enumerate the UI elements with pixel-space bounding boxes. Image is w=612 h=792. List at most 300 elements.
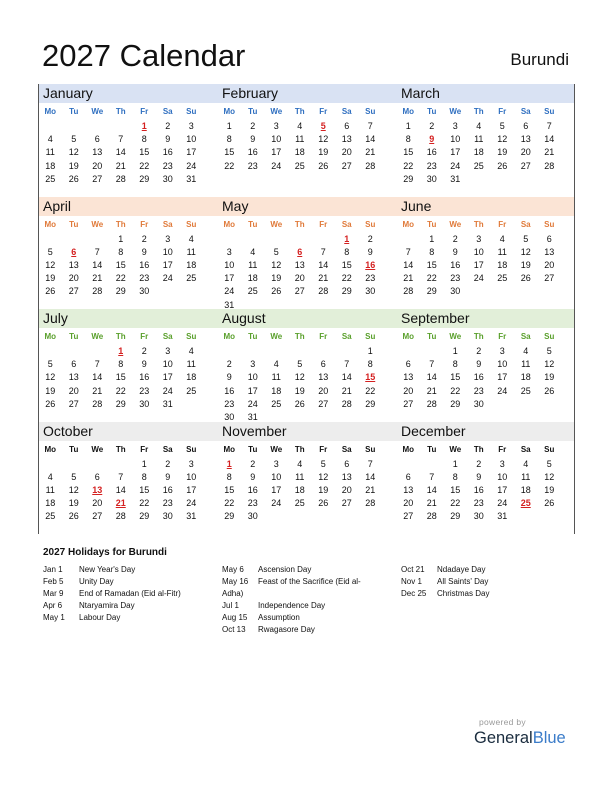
day-cell: 4 bbox=[273, 359, 279, 370]
day-cell: 25 bbox=[45, 511, 56, 522]
holiday-date: 1 bbox=[226, 458, 232, 469]
day-cell: 9 bbox=[250, 134, 256, 145]
weekday-label: Tu bbox=[69, 107, 79, 116]
day-cell: 2 bbox=[141, 233, 147, 244]
day-cell: 3 bbox=[188, 121, 194, 131]
day-cell: 5 bbox=[546, 458, 552, 469]
holiday-row-continuation bbox=[222, 588, 361, 600]
brand-blue: Blue bbox=[532, 729, 566, 747]
day-cell: 3 bbox=[273, 458, 279, 469]
day-cell: 24 bbox=[271, 498, 282, 509]
day-cell: 6 bbox=[94, 471, 100, 482]
day-cell: 15 bbox=[341, 259, 352, 270]
month-august bbox=[217, 309, 396, 422]
weekday-label: Tu bbox=[427, 107, 437, 116]
day-cell: 31 bbox=[497, 511, 508, 522]
day-cell: 21 bbox=[115, 160, 126, 171]
holiday-date-label: Jul 1 bbox=[222, 601, 239, 611]
day-cell: 14 bbox=[426, 372, 437, 383]
day-cell: 29 bbox=[403, 173, 414, 184]
holiday-column-2 bbox=[222, 564, 361, 637]
day-cell: 29 bbox=[450, 511, 461, 522]
day-cell: 12 bbox=[45, 372, 56, 383]
day-cell: 25 bbox=[294, 160, 305, 171]
day-cell: 19 bbox=[68, 498, 79, 509]
weekday-label: Mo bbox=[223, 332, 236, 341]
holiday-row bbox=[401, 588, 489, 600]
weekday-label: Mo bbox=[402, 332, 415, 341]
holiday-name: Rwagasore Day bbox=[258, 625, 315, 635]
weekday-label: Su bbox=[186, 444, 197, 454]
day-cell: 12 bbox=[520, 246, 531, 257]
day-cell: 13 bbox=[318, 372, 329, 383]
day-cell: 20 bbox=[294, 273, 305, 284]
weekday-label: Sa bbox=[520, 107, 531, 116]
month-november bbox=[217, 422, 396, 535]
day-cell: 20 bbox=[341, 147, 352, 158]
day-cell: 20 bbox=[92, 498, 103, 509]
day-cell: 7 bbox=[118, 134, 124, 145]
day-cell: 19 bbox=[544, 372, 555, 383]
day-cell: 21 bbox=[92, 385, 103, 396]
day-cell: 21 bbox=[426, 498, 437, 509]
day-cell: 30 bbox=[426, 173, 437, 184]
day-cell: 20 bbox=[520, 147, 531, 158]
month-january bbox=[38, 84, 217, 197]
weekday-label: We bbox=[449, 444, 462, 454]
holiday-name: Christmas Day bbox=[437, 589, 490, 599]
holiday-date: 6 bbox=[297, 246, 303, 257]
day-cell: 14 bbox=[318, 259, 329, 270]
weekday-label: Fr bbox=[140, 107, 149, 116]
calendar-grid bbox=[38, 84, 575, 534]
day-cell: 3 bbox=[226, 246, 232, 257]
holiday-date-label: May 16 bbox=[222, 577, 249, 587]
day-cell: 6 bbox=[523, 121, 529, 131]
day-cell: 17 bbox=[497, 484, 508, 495]
day-cell: 4 bbox=[47, 471, 53, 482]
weekday-label: Sa bbox=[341, 444, 352, 454]
day-cell: 24 bbox=[186, 160, 197, 171]
day-cell: 22 bbox=[365, 385, 376, 396]
day-cell: 10 bbox=[247, 372, 258, 383]
day-cell: 10 bbox=[162, 359, 173, 370]
day-cell: 19 bbox=[520, 259, 531, 270]
day-cell: 6 bbox=[546, 233, 552, 244]
weekday-label: We bbox=[449, 219, 462, 229]
day-cell: 8 bbox=[405, 134, 411, 145]
month-name: December bbox=[401, 422, 466, 439]
day-cell: 12 bbox=[318, 471, 329, 482]
month-name: April bbox=[43, 197, 72, 214]
weekday-label: Tu bbox=[248, 107, 258, 116]
day-cell: 12 bbox=[497, 134, 508, 145]
month-name: February bbox=[222, 85, 279, 101]
weekday-label: Tu bbox=[248, 332, 258, 341]
weekday-label: We bbox=[91, 107, 104, 116]
weekday-label: Th bbox=[294, 444, 305, 454]
day-cell: 16 bbox=[139, 372, 150, 383]
day-cell: 23 bbox=[426, 160, 437, 171]
day-cell: 24 bbox=[224, 286, 235, 297]
holiday-date-label: Mar 9 bbox=[43, 589, 64, 599]
day-cell: 4 bbox=[250, 246, 256, 257]
day-cell: 3 bbox=[499, 458, 505, 469]
day-cell: 17 bbox=[162, 372, 173, 383]
day-cell: 7 bbox=[94, 246, 100, 257]
holiday-date-label: Aug 15 bbox=[222, 613, 248, 623]
day-cell: 28 bbox=[92, 398, 103, 409]
holiday-date-label: Dec 25 bbox=[401, 589, 427, 599]
day-cell: 22 bbox=[224, 498, 235, 509]
day-cell: 9 bbox=[250, 471, 256, 482]
weekday-label: Th bbox=[294, 332, 305, 341]
holiday-name: Unity Day bbox=[79, 577, 114, 587]
day-cell: 31 bbox=[224, 299, 235, 310]
weekday-label: Su bbox=[544, 107, 555, 116]
day-cell: 6 bbox=[320, 359, 326, 370]
day-cell: 9 bbox=[141, 359, 147, 370]
day-cell: 24 bbox=[497, 385, 508, 396]
day-cell: 17 bbox=[271, 147, 282, 158]
day-cell: 28 bbox=[365, 160, 376, 171]
weekday-label: Fr bbox=[319, 444, 328, 454]
weekday-label: Su bbox=[544, 444, 555, 454]
weekday-label: Fr bbox=[140, 444, 149, 454]
weekday-label: Sa bbox=[341, 107, 352, 116]
day-cell: 16 bbox=[473, 484, 484, 495]
holiday-date: 16 bbox=[365, 259, 376, 270]
day-cell: 12 bbox=[318, 134, 329, 145]
day-cell: 30 bbox=[139, 286, 150, 297]
day-cell: 26 bbox=[294, 398, 305, 409]
weekday-label: Mo bbox=[402, 444, 415, 454]
day-cell: 7 bbox=[94, 359, 100, 370]
day-cell: 5 bbox=[320, 458, 326, 469]
day-cell: 23 bbox=[450, 273, 461, 284]
day-cell: 18 bbox=[186, 259, 197, 270]
day-cell: 28 bbox=[115, 173, 126, 184]
month-april bbox=[38, 197, 217, 310]
day-cell: 19 bbox=[45, 385, 56, 396]
day-cell: 30 bbox=[473, 398, 484, 409]
day-cell: 5 bbox=[523, 233, 529, 244]
day-cell: 1 bbox=[141, 458, 147, 469]
month-name: June bbox=[401, 197, 432, 214]
day-cell: 5 bbox=[297, 359, 303, 370]
day-cell: 29 bbox=[115, 286, 126, 297]
day-cell: 18 bbox=[247, 273, 258, 284]
day-cell: 22 bbox=[139, 498, 150, 509]
holiday-date: 1 bbox=[344, 233, 350, 244]
day-cell: 28 bbox=[426, 511, 437, 522]
day-cell: 30 bbox=[224, 412, 235, 422]
day-cell: 8 bbox=[118, 246, 124, 257]
day-cell: 13 bbox=[403, 372, 414, 383]
holiday-date-label: Feb 5 bbox=[43, 577, 64, 587]
day-cell: 28 bbox=[115, 511, 126, 522]
weekday-label: Mo bbox=[44, 444, 57, 454]
weekday-label: Th bbox=[473, 444, 484, 454]
day-cell: 27 bbox=[403, 398, 414, 409]
day-cell: 20 bbox=[544, 259, 555, 270]
weekday-label: Su bbox=[544, 332, 555, 341]
day-cell: 11 bbox=[521, 471, 531, 482]
day-cell: 18 bbox=[520, 484, 531, 495]
day-cell: 6 bbox=[344, 458, 350, 469]
weekday-label: Tu bbox=[427, 219, 437, 229]
day-cell: 24 bbox=[162, 385, 173, 396]
holiday-row bbox=[222, 576, 361, 588]
day-cell: 6 bbox=[344, 121, 350, 131]
day-cell: 1 bbox=[452, 346, 458, 356]
holiday-name: Ntaryamira Day bbox=[79, 601, 135, 611]
month-name: August bbox=[222, 310, 266, 326]
weekday-label: Th bbox=[115, 444, 126, 454]
day-cell: 28 bbox=[318, 286, 329, 297]
day-cell: 27 bbox=[544, 273, 555, 284]
day-cell: 8 bbox=[367, 359, 373, 370]
day-cell: 13 bbox=[341, 471, 352, 482]
day-cell: 7 bbox=[546, 121, 552, 131]
weekday-label: Tu bbox=[248, 444, 258, 454]
day-cell: 4 bbox=[523, 458, 529, 469]
weekday-label: Th bbox=[294, 219, 305, 229]
holiday-column-1 bbox=[43, 564, 181, 624]
day-cell: 26 bbox=[544, 498, 555, 509]
weekday-label: Th bbox=[115, 107, 126, 116]
holiday-date: 21 bbox=[115, 498, 126, 509]
day-cell: 13 bbox=[68, 259, 79, 270]
day-cell: 2 bbox=[141, 346, 147, 356]
day-cell: 22 bbox=[450, 498, 461, 509]
day-cell: 13 bbox=[92, 147, 103, 158]
day-cell: 18 bbox=[520, 372, 531, 383]
day-cell: 19 bbox=[497, 147, 508, 158]
month-name: May bbox=[222, 197, 249, 214]
day-cell: 8 bbox=[118, 359, 124, 370]
day-cell: 17 bbox=[247, 385, 258, 396]
day-cell: 22 bbox=[403, 160, 414, 171]
day-cell: 25 bbox=[186, 385, 197, 396]
day-cell: 8 bbox=[141, 134, 147, 145]
day-cell: 9 bbox=[165, 471, 171, 482]
day-cell: 14 bbox=[426, 484, 437, 495]
day-cell: 7 bbox=[367, 121, 373, 131]
day-cell: 23 bbox=[247, 160, 258, 171]
day-cell: 24 bbox=[247, 398, 258, 409]
holiday-row bbox=[222, 612, 361, 624]
weekday-label: Su bbox=[186, 107, 197, 116]
day-cell: 25 bbox=[186, 273, 197, 284]
weekday-label: Th bbox=[115, 219, 126, 229]
day-cell: 2 bbox=[476, 458, 482, 469]
day-cell: 23 bbox=[224, 398, 235, 409]
day-cell: 26 bbox=[497, 160, 508, 171]
holiday-date: 25 bbox=[520, 498, 531, 509]
day-cell: 1 bbox=[367, 346, 373, 356]
day-cell: 12 bbox=[544, 359, 555, 370]
day-cell: 27 bbox=[68, 398, 79, 409]
day-cell: 1 bbox=[226, 121, 232, 131]
day-cell: 17 bbox=[450, 147, 461, 158]
day-cell: 15 bbox=[115, 259, 126, 270]
weekday-label: Su bbox=[186, 332, 197, 341]
day-cell: 22 bbox=[115, 385, 126, 396]
day-cell: 4 bbox=[297, 121, 303, 131]
day-cell: 5 bbox=[546, 346, 552, 356]
day-cell: 26 bbox=[318, 160, 329, 171]
weekday-label: Su bbox=[365, 332, 376, 341]
day-cell: 16 bbox=[426, 147, 437, 158]
weekday-label: We bbox=[449, 332, 462, 341]
day-cell: 2 bbox=[250, 121, 256, 131]
day-cell: 22 bbox=[139, 160, 150, 171]
day-cell: 30 bbox=[162, 511, 173, 522]
day-cell: 27 bbox=[341, 160, 352, 171]
day-cell: 4 bbox=[188, 233, 194, 244]
weekday-label: Th bbox=[473, 332, 484, 341]
day-cell: 19 bbox=[544, 484, 555, 495]
day-cell: 15 bbox=[450, 372, 461, 383]
day-cell: 26 bbox=[45, 398, 56, 409]
weekday-label: Mo bbox=[223, 107, 236, 116]
day-cell: 24 bbox=[271, 160, 282, 171]
day-cell: 15 bbox=[450, 484, 461, 495]
day-cell: 10 bbox=[271, 471, 282, 482]
weekday-label: Su bbox=[365, 107, 376, 116]
day-cell: 17 bbox=[186, 147, 197, 158]
day-cell: 31 bbox=[186, 173, 197, 184]
day-cell: 19 bbox=[294, 385, 305, 396]
weekday-label: Sa bbox=[162, 444, 173, 454]
holiday-name: All Saints' Day bbox=[437, 577, 489, 587]
weekday-label: Mo bbox=[44, 219, 57, 229]
day-cell: 18 bbox=[497, 259, 508, 270]
day-cell: 28 bbox=[544, 160, 555, 171]
holiday-date-label: Jan 1 bbox=[43, 565, 63, 574]
day-cell: 27 bbox=[520, 160, 531, 171]
day-cell: 4 bbox=[297, 458, 303, 469]
day-cell: 25 bbox=[294, 498, 305, 509]
day-cell: 6 bbox=[405, 359, 411, 370]
day-cell: 17 bbox=[473, 259, 484, 270]
page-title: 2027 Calendar bbox=[42, 38, 246, 73]
holiday-date: 5 bbox=[320, 121, 326, 131]
day-cell: 14 bbox=[115, 484, 126, 495]
holiday-date: 13 bbox=[92, 484, 103, 495]
generalblue-logo[interactable] bbox=[474, 729, 566, 748]
holiday-row bbox=[43, 600, 181, 612]
day-cell: 30 bbox=[162, 173, 173, 184]
day-cell: 10 bbox=[186, 471, 197, 482]
weekday-label: Fr bbox=[498, 444, 507, 454]
powered-by-text: powered by bbox=[479, 717, 526, 727]
day-cell: 24 bbox=[450, 160, 461, 171]
day-cell: 16 bbox=[139, 259, 150, 270]
day-cell: 19 bbox=[68, 160, 79, 171]
day-cell: 1 bbox=[405, 121, 411, 131]
day-cell: 3 bbox=[250, 359, 256, 370]
day-cell: 28 bbox=[341, 398, 352, 409]
day-cell: 18 bbox=[271, 385, 282, 396]
weekday-label: Mo bbox=[402, 107, 415, 116]
weekday-label: Mo bbox=[44, 332, 57, 341]
day-cell: 6 bbox=[71, 359, 77, 370]
day-cell: 14 bbox=[365, 134, 376, 145]
day-cell: 9 bbox=[165, 134, 171, 145]
holiday-date-label: May 1 bbox=[43, 613, 65, 623]
day-cell: 11 bbox=[271, 372, 281, 383]
day-cell: 6 bbox=[94, 134, 100, 145]
holiday-date-label: May 6 bbox=[222, 565, 244, 574]
day-cell: 25 bbox=[247, 286, 258, 297]
day-cell: 8 bbox=[429, 246, 435, 257]
weekday-label: Fr bbox=[498, 219, 507, 229]
day-cell: 30 bbox=[473, 511, 484, 522]
weekday-label: Sa bbox=[520, 332, 531, 341]
day-cell: 20 bbox=[318, 385, 329, 396]
weekday-label: Th bbox=[473, 107, 484, 116]
day-cell: 15 bbox=[224, 484, 235, 495]
day-cell: 21 bbox=[318, 273, 329, 284]
day-cell: 23 bbox=[473, 385, 484, 396]
holiday-date-label: Oct 13 bbox=[222, 625, 246, 635]
day-cell: 10 bbox=[497, 359, 508, 370]
day-cell: 26 bbox=[271, 286, 282, 297]
weekday-label: Mo bbox=[223, 219, 236, 229]
day-cell: 13 bbox=[403, 484, 414, 495]
day-cell: 22 bbox=[450, 385, 461, 396]
day-cell: 14 bbox=[365, 471, 376, 482]
weekday-label: Sa bbox=[341, 332, 352, 341]
weekday-label: Fr bbox=[140, 332, 149, 341]
month-name: November bbox=[222, 422, 287, 439]
day-cell: 24 bbox=[473, 273, 484, 284]
weekday-label: Su bbox=[544, 219, 555, 229]
day-cell: 15 bbox=[115, 372, 126, 383]
day-cell: 3 bbox=[452, 121, 458, 131]
country-name: Burundi bbox=[510, 50, 569, 69]
day-cell: 5 bbox=[71, 471, 77, 482]
day-cell: 2 bbox=[165, 121, 171, 131]
day-cell: 30 bbox=[450, 286, 461, 297]
holiday-date-label: Apr 6 bbox=[43, 601, 63, 611]
grid-divider bbox=[574, 197, 575, 310]
day-cell: 11 bbox=[45, 147, 55, 158]
day-cell: 17 bbox=[497, 372, 508, 383]
weekday-label: We bbox=[91, 444, 104, 454]
weekday-label: Mo bbox=[223, 444, 236, 454]
day-cell: 19 bbox=[318, 484, 329, 495]
day-cell: 11 bbox=[186, 246, 196, 257]
holiday-row bbox=[43, 564, 181, 576]
weekday-label: We bbox=[270, 219, 283, 229]
holiday-name: Assumption bbox=[258, 613, 300, 623]
weekday-label: Th bbox=[294, 107, 305, 116]
day-cell: 23 bbox=[139, 273, 150, 284]
day-cell: 14 bbox=[92, 372, 103, 383]
day-cell: 10 bbox=[162, 246, 173, 257]
day-cell: 31 bbox=[162, 398, 173, 409]
day-cell: 22 bbox=[115, 273, 126, 284]
weekday-label: Fr bbox=[140, 219, 149, 229]
weekday-label: Sa bbox=[520, 444, 531, 454]
day-cell: 2 bbox=[367, 233, 373, 244]
day-cell: 27 bbox=[318, 398, 329, 409]
day-cell: 21 bbox=[403, 273, 414, 284]
day-cell: 23 bbox=[162, 160, 173, 171]
